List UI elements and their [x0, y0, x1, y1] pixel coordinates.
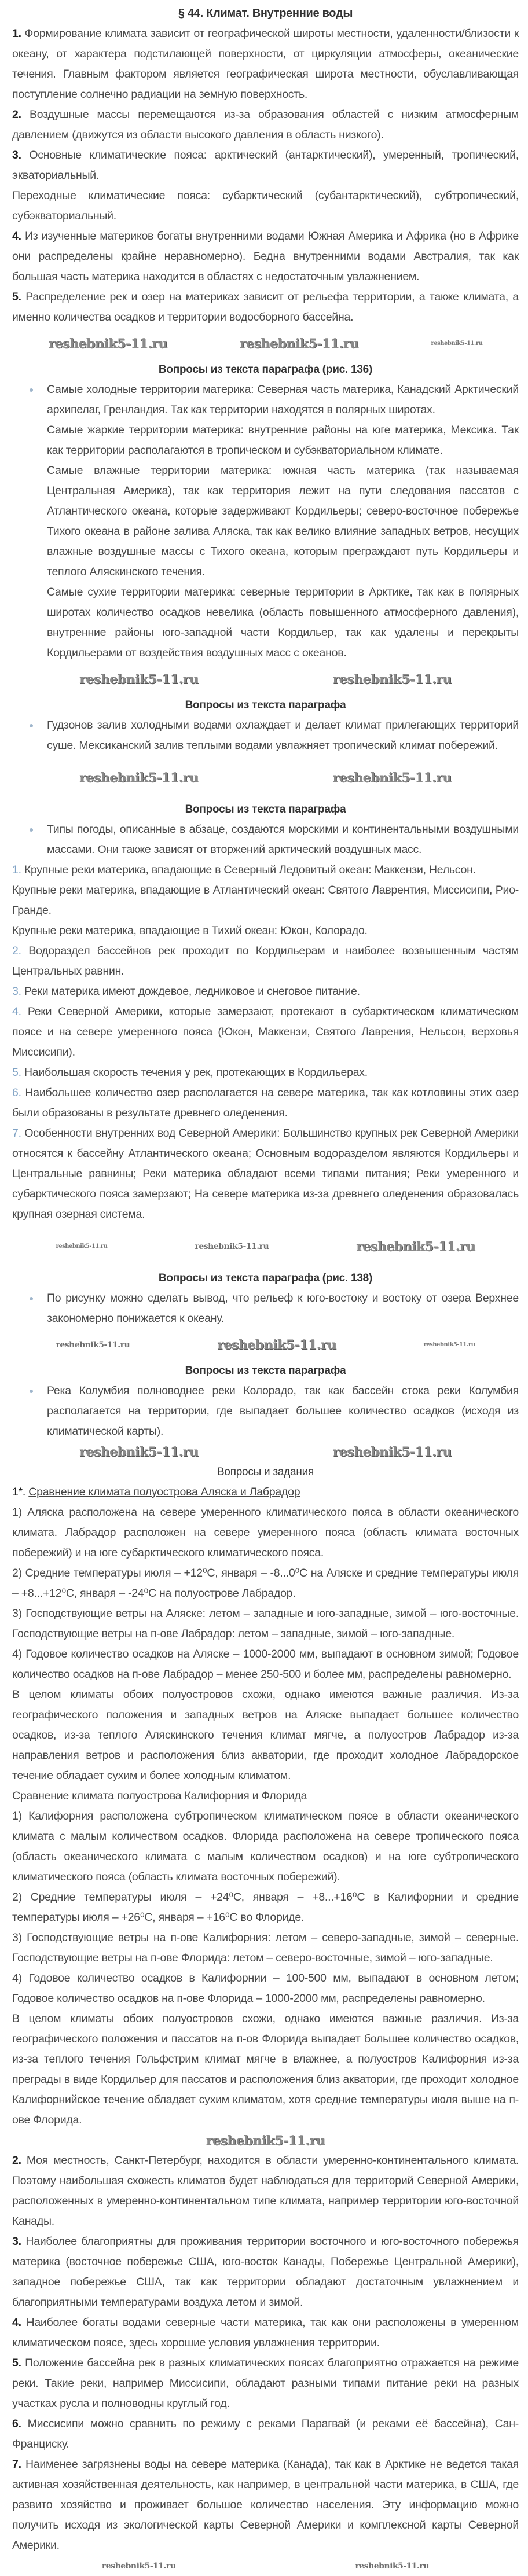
river-answer-1 — [12, 860, 519, 880]
bullet-item — [12, 820, 519, 860]
watermark-logo: reshebnik5-11.ru — [332, 770, 452, 785]
answer-4 — [12, 226, 519, 287]
task-4 — [12, 2313, 519, 2353]
answer-text: Наименее загрязнены воды на севере материка (Канада), так как в Арктике не ведется такая активная хозяйственная деятельность, как например, в центральной части материка, в США, где развито хозяйство и проживает большое количество населения. Эту информацию можно получить исходя из экологической карты Северной Америки и комплексной карты Северной Америки. — [12, 2458, 519, 2552]
river-answer-6 — [12, 1083, 519, 1123]
task-number: 3. — [12, 2235, 21, 2248]
task-1-title — [12, 1482, 519, 1502]
watermark-logo: reshebnik5-11.ru — [79, 671, 199, 687]
bullet-paragraph: Типы погоды, описанные в абзаце, создаются морскими и континентальными воздушными массами. Они также зависят от вторжений арктический воздушных масс. — [47, 823, 519, 856]
bullet-paragraph: Самые холодные территории материка: Северная часть материка, Канадский Арктический архипелаг, Гренландия. Так как территории находятся в полярных широтах. — [47, 383, 519, 416]
answer-number: 2. — [12, 108, 21, 121]
answer-text: Водораздел бассейнов рек проходит по Кордильерам и наиболее возвышенным частям Центральных равнин. — [12, 945, 519, 978]
answer-text: Наиболее благоприятны для проживания территории восточного и юго-восточного побережья материка (восточное побережье США, юго-восток Канады, Побережье Центральной Америки), западное побережье США, так как территории обладают достаточным увлажнением и благоприятными температурами воздуха летом и зимой. — [12, 2235, 519, 2309]
river-answer-7 — [12, 1123, 519, 1225]
florida-point: 4) Годовое количество осадков в Калифорнии – 100-500 мм, выпадают в основном летом; Годовое количество осадков на п-ове Флорида – 1000-2000 мм, распределены равномерно. — [12, 1972, 519, 2005]
bullet-paragraph: Самые сухие территории материка: северные территории в Арктике, так как в полярных широтах количество осадков невелика (область повышенного атмосферного давления), внутренние районы юго-западной части Кордильер, так как удалены и перекрыты Кордильерами от воздействия воздушных масс с океанов. — [47, 586, 519, 659]
river-answer-atlantic: Крупные реки материка, впадающие в Атлантический океан: Святого Лаврентия, Миссисипи, Рио-Гранде. — [12, 884, 519, 917]
task-5 — [12, 2353, 519, 2414]
answer-text: Наибольшая скорость течения у рек, протекающих в Кордильерах. — [24, 1066, 368, 1079]
alaska-point: 1) Аляска расположена на севере умеренного климатического пояса в области океанического климата. Лабрадор расположен на севере умеренного пояса (область климата восточных побережий) и на юге субарктического климатического пояса. — [12, 1506, 519, 1559]
subheading-text: Сравнение климата полуострова Калифорния и Флорида — [12, 1789, 307, 1802]
answer-text: Распределение рек и озер на материках зависит от рельефа территории, а также климата, а именно количества осадков и территории водосборного бассейна. — [12, 291, 519, 324]
task-number: 4. — [12, 2316, 21, 2329]
answer-number: 5. — [12, 291, 21, 303]
watermark-logo: reshebnik5-11.ru — [431, 340, 483, 347]
bullet-item — [12, 715, 519, 756]
river-answer-5 — [12, 1063, 519, 1083]
transitional-belts: Переходные климатические пояса: субарктический (субантарктический), субтропический, субэкваториальный. — [12, 189, 519, 222]
answer-text: Наибольшее количество озер располагается на севере материка, так как котловины этих озер были образованы в результате древнего оледенения. — [12, 1086, 519, 1119]
answer-5 — [12, 287, 519, 328]
bullet-icon — [30, 724, 33, 727]
task-2 — [12, 2151, 519, 2232]
section-heading: Вопросы и задания — [217, 1466, 314, 1478]
task-number: 6. — [12, 2417, 21, 2430]
task-3 — [12, 2232, 519, 2313]
section-heading: Вопросы из текста параграфа — [185, 803, 346, 815]
answer-1 — [12, 24, 519, 105]
watermark-logo: reshebnik5-11.ru — [56, 1340, 130, 1350]
bullet-paragraph: Река Колумбия полноводнее реки Колорадо, так как бассейн стока реки Колумбия располагается на территории, где выпадает большее количество осадков (исходя из климатической карты). — [47, 1384, 519, 1438]
bullet-icon — [30, 1297, 33, 1300]
section-heading: Вопросы из текста параграфа — [185, 699, 346, 711]
bullet-icon — [30, 1390, 33, 1393]
watermark-logo: reshebnik5-11.ru — [56, 1243, 108, 1250]
list-number: 4. — [12, 1005, 21, 1018]
watermark-logo: reshebnik5-11.ru — [195, 1241, 269, 1251]
watermark-logo: reshebnik5-11.ru — [332, 671, 452, 687]
task-number: 7. — [12, 2458, 21, 2471]
florida-conclusion: В целом климаты обоих полуостровов схожи, однако имеются важные различия. Из-за географического положения и пассатов на п-ов Флорида выпадает большее количество осадков, из-за теплого течения Гольфстрим климат мягче в влажнее, а полуостров Калифорния из-за преграды в виде Кордильер для пассатов и расположения близ акватории, где проходит холодное Калифорнийское течение обладает сухим климатом, хотя средние температуры июля выше на п-ове Флорида. — [12, 2012, 519, 2126]
subheading-alaska-labrador: Сравнение климата полуострова Аляска и Лабрадор — [28, 1486, 300, 1498]
watermark-logo: reshebnik5-11.ru — [206, 2133, 325, 2148]
list-number: 5. — [12, 1066, 21, 1079]
watermark-logo: reshebnik5-11.ru — [423, 1341, 475, 1348]
answer-number: 4. — [12, 230, 21, 242]
section-heading: Вопросы из текста параграфа — [185, 1365, 346, 1377]
bullet-paragraph: Самые жаркие территории материка: внутренние районы на юге материка, Мексика. Так как территории располагаются в тропическом и субэкваториальном климате. — [47, 424, 519, 457]
watermark-row — [12, 663, 519, 695]
answer-text: Основные климатические пояса: арктический (антарктический), умеренный, тропический, экваториальный. — [12, 149, 519, 182]
answer-2 — [12, 105, 519, 145]
florida-point: 1) Калифорния расположена субтропическом климатическом поясе в области океанического климата с малым количеством осадков. Флорида расположена на севере тропического пояса (область океанического климата с малым количеством осадков) и на юге субтропического климатического пояса (область климата восточных побережий). — [12, 1810, 519, 1883]
alaska-point: 3) Господствующие ветры на Аляске: летом – западные и юго-западные, зимой – юго-восточные. Господствующие ветры на п-ове Лабрадор: летом – западные, зимой – юго-западные. — [12, 1607, 519, 1640]
watermark-row — [12, 1329, 519, 1361]
bullet-item — [12, 1381, 519, 1442]
watermark-logo: reshebnik5-11.ru — [332, 1444, 452, 1460]
answer-number: 1. — [12, 27, 21, 40]
page-title: § 44. Климат. Внутренние воды — [178, 7, 353, 20]
task-number: 1*. — [12, 1486, 26, 1498]
bullet-paragraph: Самые влажные территории материка: южная часть материка (так называемая Центральная Америка), так как территория лежит на пути следования пассатов с Атлантического океана, которые задерживают Кордильеры; северо-восточное побережье Тихого океана в районе залива Аляска, так как велико влияние западных ветров, несущих влажные воздушные массы с Тихого океана, которым преграждают путь Кордильеры и теплого Аляскинского течения. — [47, 464, 519, 578]
list-number: 2. — [12, 945, 21, 957]
answer-text: Моя местность, Санкт-Петербург, находится в области умеренно-континентального климата. Поэтому наибольшая схожесть климатов будет наблюдаться для территорий Северной Америки, расположенных в умеренно-континентальном типе климата, например территории юго-восточной Канады. — [12, 2154, 519, 2228]
watermark-row — [12, 328, 519, 359]
section-heading: Вопросы из текста параграфа (рис. 136) — [158, 363, 373, 376]
subheading-california-florida — [12, 1786, 519, 1806]
bullet-item — [12, 380, 519, 663]
watermark-logo: reshebnik5-11.ru — [355, 2561, 430, 2571]
bullet-icon — [30, 828, 33, 832]
watermark-logo: reshebnik5-11.ru — [48, 336, 167, 351]
florida-point: 3) Господствующие ветры на п-ове Калифорния: летом – северо-западные, зимой – северные. Господствующие ветры на п-ове Флорида: летом – северо-восточные, зимой – юго-западные. — [12, 1931, 519, 1964]
watermark-row — [12, 1442, 519, 1462]
watermark-logo: reshebnik5-11.ru — [356, 1239, 475, 1254]
watermark-row — [12, 2556, 519, 2576]
task-6 — [12, 2414, 519, 2454]
answer-text: Воздушные массы перемещаются из-за образования областей с низким атмосферным давлением (движутся из области высокого давления в область низкого). — [12, 108, 519, 141]
river-answer-3 — [12, 982, 519, 1002]
watermark-logo: reshebnik5-11.ru — [217, 1337, 336, 1353]
answer-text: Крупные реки материка, впадающие в Северный Ледовитый океан: Маккензи, Нельсон. — [24, 863, 476, 876]
bullet-paragraph: Гудзонов залив холодными водами охлаждает и делает климат прилегающих территорий суше. Мексиканский залив теплыми водами увлажняет тропический климат побережий. — [47, 719, 519, 752]
river-answer-pacific: Крупные реки материка, впадающие в Тихий океан: Юкон, Колорадо. — [12, 924, 368, 937]
answer-text: Наиболее богаты водами северные части материка, так как они расположены в умеренном климатическом поясе, здесь хорошие условия увлажнения территории. — [12, 2316, 519, 2349]
answer-number: 3. — [12, 149, 21, 161]
watermark-logo: reshebnik5-11.ru — [240, 336, 359, 351]
answer-text: Из изученные материков богаты внутренними водами Южная Америка и Африка (но в Африке они распределены крайне неравномерно). Бедна внутренними водами Австралия, так как большая часть материка находится в областях с недостаточным увлажнением. — [12, 230, 519, 283]
bullet-paragraph: По рисунку можно сделать вывод, что рельеф к юго-востоку и востоку от озера Верхнее закономерно понижается к океану. — [47, 1292, 519, 1325]
answer-text: Особенности внутренних вод Северной Америки: Большинство крупных рек Северной Америки относятся к бассейну Атлантического океана; Основным водоразделом являются Кордильеры и Центральные равнины; Реки материка обладают всеми типами питания; Реки умеренного и субарктического пояса замерзают; На севере материка из-за древнего оледенения образовалась крупная озерная система. — [12, 1127, 519, 1221]
bullet-item — [12, 1288, 519, 1329]
answer-3 — [12, 145, 519, 186]
alaska-point: 4) Годовое количество осадков на Аляске – 1000-2000 мм, выпадают в основном зимой; Годовое количество осадков на п-ове Лабрадор – менее 250-500 и более мм, распределены равномерно. — [12, 1648, 519, 1681]
list-number: 6. — [12, 1086, 21, 1099]
watermark-row — [12, 1225, 519, 1268]
task-7 — [12, 2454, 519, 2556]
list-number: 7. — [12, 1127, 21, 1140]
section-heading: Вопросы из текста параграфа (рис. 138) — [158, 1272, 373, 1284]
alaska-conclusion: В целом климаты обоих полуостровов схожи, однако имеются важные различия. Из-за географического положения и западных ветров на Аляске выпадает большее количество осадков, из-за теплого Аляскинского течения климат мягче, а полуостров Лабрадор из-за направления ветров и расположения близ акватории, где проходит холодное Лабрадорское течение обладает сухим и более холодным климатом. — [12, 1688, 519, 1782]
river-answer-2 — [12, 941, 519, 982]
list-number: 3. — [12, 985, 21, 998]
answer-text: Миссисипи можно сравнить по режиму с реками Парагвай (и реками её бассейна), Сан-Франциску. — [12, 2417, 519, 2450]
river-answer-4 — [12, 1002, 519, 1063]
alaska-point: 2) Средние температуры июля – +12⁰С, января – -8...0⁰С на Аляске и средние температуры июля – +8...+12⁰С, января – -24⁰С на полуострове Лабрадор. — [12, 1567, 519, 1600]
task-number: 5. — [12, 2357, 21, 2369]
task-number: 2. — [12, 2154, 21, 2167]
watermark-logo: reshebnik5-11.ru — [101, 2561, 176, 2571]
bullet-icon — [30, 388, 33, 392]
answer-text: Реки Северной Америки, которые замерзают, протекают в субарктическом климатическом поясе и на севере умеренного пояса (Юкон, Маккензи, Святого Лаврения, Нельсон, верховья Миссисипи). — [12, 1005, 519, 1059]
answer-text: Формирование климата зависит от географической широты местности, удаленности/близости к океану, от характера подстилающей поверхности, от циркуляции атмосферы, океанические течения. Главным фактором является географическая широта местности, обуславливающая поступление солнечно радиации на земную поверхность. — [12, 27, 519, 101]
florida-point: 2) Средние температуры июля – +24⁰С, января – +8...+16⁰С в Калифорнии и средние температуры июля – +26⁰С, января – +16⁰С во Флориде. — [12, 1891, 519, 1924]
answer-text: Реки материка имеют дождевое, ледниковое и снеговое питание. — [24, 985, 360, 998]
watermark-logo: reshebnik5-11.ru — [79, 1444, 199, 1460]
watermark-logo: reshebnik5-11.ru — [79, 770, 199, 785]
watermark-row — [12, 2130, 519, 2151]
watermark-row — [12, 756, 519, 799]
answer-text: Положение бассейна рек в разных климатических поясах благоприятно отражается на режиме реки. Такие реки, например Миссисипи, обладают разными типами питание реки на разных участках русла и полноводны круглый год. — [12, 2357, 519, 2410]
list-number: 1. — [12, 863, 21, 876]
